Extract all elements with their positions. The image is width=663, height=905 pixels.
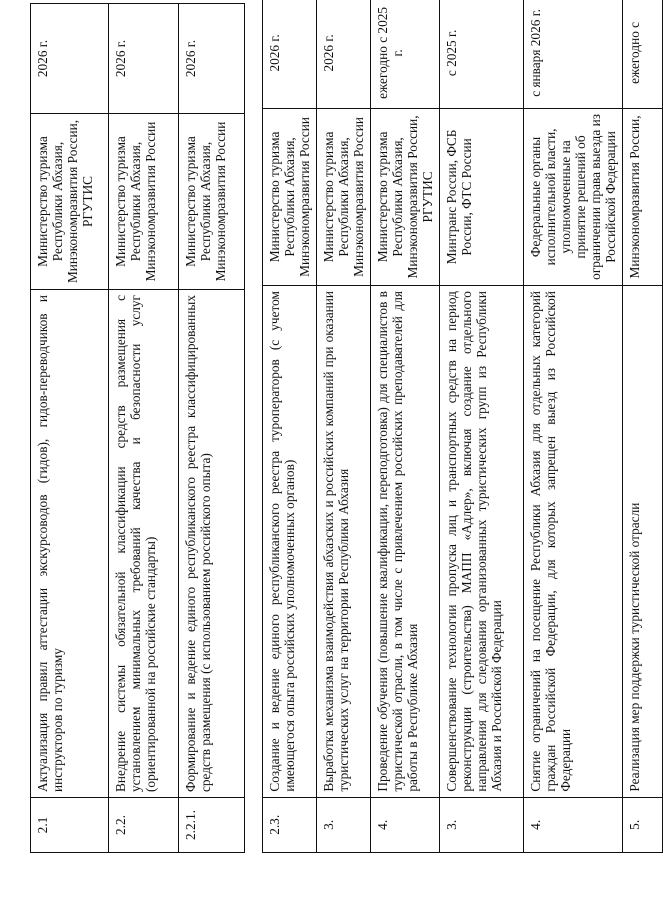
responsible-text: Министерство туризма Республики Абхазия, Минэкономразвития России: [109, 114, 179, 290]
row-number: 3.: [317, 797, 371, 852]
row-number: 2.2.: [109, 798, 179, 853]
activity-text: Актуализация правил аттестации экскурсоводов (гидов), гидов-переводчиков и инструкторов по туризму: [31, 290, 109, 798]
table-row: [524, 0, 623, 853]
deadline-text: ежегодно с 2025 г.: [371, 0, 440, 108]
row-number: 2.1: [31, 798, 109, 853]
activity-text: Выработка механизма взаимодействия абхазских и российских компаний при оказании туристических услуг на территории Республики Абхазия: [317, 286, 371, 798]
responsible-text: Федеральные органы исполнительной власти, уполномоченные на принятие решений об ограничении права выезда из Российской Федерации: [524, 108, 623, 285]
deadline-text: 2026 г.: [31, 4, 109, 114]
table-row: [623, 0, 663, 853]
responsible-text: Министерство туризма Республики Абхазия, Минэкономразвития России, РГУТИС: [371, 108, 440, 285]
responsible-text: Министерство туризма Республики Абхазия, Минэкономразвития России: [263, 108, 317, 285]
deadline-text: 2026 г.: [263, 0, 317, 108]
row-number: 3.: [440, 797, 524, 852]
plan-table-top: [30, 3, 245, 853]
deadline-text: с января 2026 г.: [524, 0, 623, 108]
table-row: [371, 0, 440, 853]
responsible-text: Министерство туризма Республики Абхазия, Минэкономразвития России: [179, 114, 245, 290]
table-row: [179, 4, 245, 853]
plan-table-bottom: [262, 0, 663, 853]
activity-text: Проведение обучения (повышение квалификации, переподготовка) для специалистов в туристической отрасли, в том числе с привлечением российских преподавателей для работы в Республике Абхазия: [371, 286, 440, 798]
responsible-text: Минтранс России, ФСБ России, ФТС России: [440, 108, 524, 285]
row-number: 2.3.: [263, 797, 317, 852]
activity-text: Создание и ведение единого республиканского реестра туроператоров (с учетом имеющегося опыта российских уполномоченных органов): [263, 286, 317, 798]
row-number: 2.2.1.: [179, 798, 245, 853]
table-row: [317, 0, 371, 853]
deadline-text: 2026 г.: [317, 0, 371, 108]
row-number: 4.: [524, 797, 623, 852]
table-row: [440, 0, 524, 853]
activity-text: Внедрение системы обязательной классификации средств размещения с установлением минимальных требований качества и безопасности услуг (ориентированной на российские стандарты): [109, 290, 179, 798]
activity-text: Снятие ограничений на посещение Республики Абхазия для отдельных категорий граждан Российской Федерации, для которых запрещен выезд из Российской Федерации: [524, 286, 623, 798]
activity-text: Реализация мер поддержки туристической отрасли: [623, 286, 663, 798]
deadline-text: 2026 г.: [109, 4, 179, 114]
responsible-text: Минэкономразвития России,: [623, 108, 663, 285]
activity-text: Совершенствование технологии пропуска лиц и транспортных средств на период реконструкции (строительства) МАПП «Адлер», включая создание отдельного направления для следования организованных туристических групп из Республики Абхазия и Российской Федерации: [440, 286, 524, 798]
row-number: 5.: [623, 797, 663, 852]
activity-text: Формирование и ведение единого республиканского реестра классифицированных средств размещения (с использованием российского опыта): [179, 290, 245, 798]
deadline-text: с 2025 г.: [440, 0, 524, 108]
table-row: [109, 4, 179, 853]
deadline-text: ежегодно с: [623, 0, 663, 108]
deadline-text: 2026 г.: [179, 4, 245, 114]
table-row: [31, 4, 109, 853]
responsible-text: Министерство туризма Республики Абхазия, Минэкономразвития России, РГУТИС: [31, 114, 109, 290]
table-row: [263, 0, 317, 853]
row-number: 4.: [371, 797, 440, 852]
responsible-text: Министерство туризма Республики Абхазия, Минэкономразвития России: [317, 108, 371, 285]
